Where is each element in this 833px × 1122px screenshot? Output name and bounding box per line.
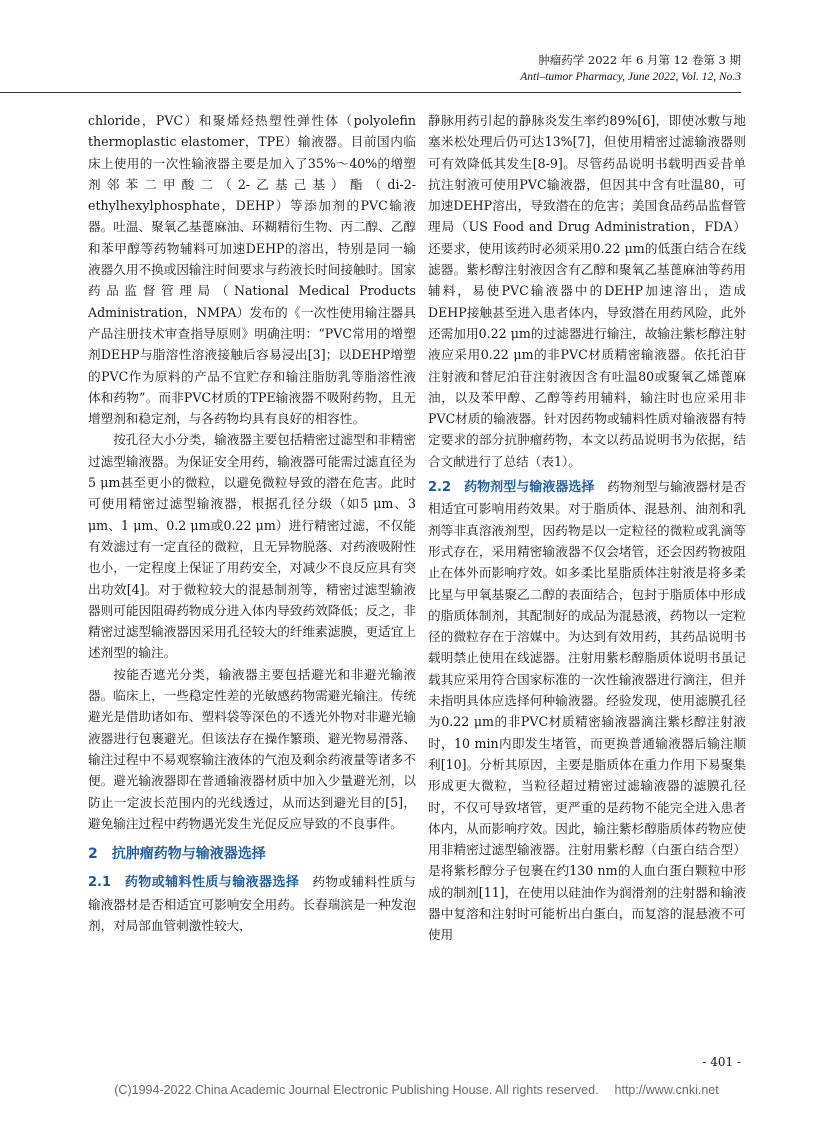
- header-rule: [0, 92, 741, 93]
- subsection-heading: 2.1 药物或辅料性质与输液器选择: [88, 875, 300, 891]
- paragraph: 药物剂型与输液器材是否相适宜可影响用药效果。对于脂质体、混悬剂、油剂和乳剂等非真溶液剂型，因药物是以一定粒径的微粒或乳滴等形式存在，采用精密输液器不仅会堵管，还会因药物被阻止在体外而影响疗效。如多柔比星脂质体注射液是将多柔比星与甲氧基聚乙二醇的表面结合，包封于脂质体中形成的脂质体制剂，其配制好的成品为混悬液，药物以一定粒径的微粒存在于溶媒中。为达到有效用药，其药品说明书载明禁止使用在线滤器。注射用紫杉醇脂质体说明书虽记载其应采用符合国家标准的一次性输液器进行滴注，但并未指明具体应选择何种输液器。经验发现，使用滤膜孔径为0.22 μm的非PVC材质精密输液器滴注紫杉醇注射液时，10 min内即发生堵管，而更换普通输液器后输注顺利[10]。分析其原因，主要是脂质体在重力作用下易聚集形成更大微粒，当粒径超过精密过滤输液器的滤膜孔径时，不仅可导致堵管，更严重的是药物不能完全进入患者体内，从而影响疗效。因此，输注紫杉醇脂质体药物应使用非精密过滤型输液器。注射用紫杉醇（白蛋白结合型）是将紫杉醇分子包裹在约130 nm的人血白蛋白颗粒中形成的制剂[11]，在使用以硅油作为润滑剂的注射器和输液器中复溶和注射时可能析出白蛋白，而复溶的混悬液不可使用: [428, 479, 747, 943]
- right-column: [428, 110, 746, 946]
- paragraph: 静脉用药引起的静脉炎发生率约89%[6]，即使冰敷与地塞米松处理后仍可达13%[7]，但使用精密过滤输液器则可有效降低其发生[8-9]。尽管药品说明书载明西妥昔单抗注射液可使用PVC输液器，但因其中含有吐温80，可加速DEHP溶出，导致潜在的危害；美国食品药品监督管理局（US Food and Drug Administration，FDA）还要求，使用该药时必须采用0.22 μm的低蛋白结合在线滤器。紫杉醇注射液因含有乙醇和聚氧乙基蓖麻油等药用辅料，易使PVC输液器中的DEHP加速溶出，造成DEHP接触甚至进入患者体内，导致潜在用药风险，此外还需加用0.22 μm的过滤器进行输注，故输注紫杉醇注射液应采用0.22 μm的非PVC材质精密输液器。依托泊苷注射液和替尼泊苷注射液因含有吐温80或聚氧乙烯蓖麻油，以及苯甲醇、乙醇等药用辅料，输注时也应采用非PVC材质的输液器。针对因药物或辅料性质对输液器有特定要求的部分抗肿瘤药物，本文以药品说明书为依据，结合文献进行了总结（表1）。: [428, 113, 746, 469]
- copyright-footer: (C)1994-2022 China Academic Journal Electronic Publishing House. All rights reserved. http://www.cnki.net: [114, 1083, 719, 1097]
- paragraph: chloride，PVC）和聚烯烃热塑性弹性体（polyolefin thermoplastic elastomer，TPE）输液器。目前国内临床上使用的一次性输液器主要是加入了35%～40%的增塑剂邻苯二甲酸二（2-乙基己基）酯（di-2-ethylhexylphosphate，DEHP）等添加剂的PVC输液器。吐温、聚氧乙基蓖麻油、环糊精衍生物、丙二醇、乙醇和苯甲醇等药物辅料可加速DEHP的溶出，特别是同一输液器久用不换或因输注时间要求与药液长时间接触时。国家药品监督管理局（National Medical Products Administration，NMPA）发布的《一次性使用输注器具产品注册技术审查指导原则》明确注明：“PVC常用的增塑剂DEHP与脂溶性溶液接触后容易浸出[3]；以DEHP增塑的PVC作为原料的产品不宜贮存和输注脂肪乳等脂溶性液体和药物”。而非PVC材质的TPE输液器不吸附药物，且无增塑剂和稳定剂，与各药物均具有良好的相容性。: [88, 113, 416, 427]
- subsection-heading: 2.2 药物剂型与输液器选择: [428, 480, 595, 496]
- left-column: [88, 110, 416, 936]
- running-header: [381, 52, 741, 86]
- journal-title-cn: 肿瘤药学 2022 年 6 月第 12 卷第 3 期: [538, 53, 741, 67]
- journal-title-en: Anti–tumor Pharmacy, June 2022, Vol. 12, No.3: [520, 71, 741, 83]
- section-heading: 2 抗肿瘤药物与输液器选择: [88, 846, 266, 863]
- page-number: - 401 -: [702, 1055, 741, 1069]
- paragraph: 按能否遮光分类，输液器主要包括避光和非避光输液器。临床上，一些稳定性差的光敏感药物需避光输注。传统避光是借助诸如布、塑料袋等深色的不透光外物对非避光输液器进行包裹避光。但该法存在操作繁琐、避光物易滑落、输注过程中不易观察输注液体的气泡及剩余药液量等诸多不便。避光输液器即在普通输液器材质中加入少量避光剂，以防止一定波长范围内的光线透过，从而达到避光目的[5]，避免输注过程中药物遇光发生光促反应导致的不良事件。: [88, 666, 416, 831]
- paragraph: 药物或辅料性质与输液器材是否相适宜可影响安全用药。长春瑞滨是一种发泡剂，对局部血管刺激性较大，: [88, 874, 417, 933]
- paragraph: 按孔径大小分类，输液器主要包括精密过滤型和非精密过滤型输液器。为保证安全用药，输液器可能需过滤直径为5 μm甚至更小的微粒，以避免微粒导致的潜在危害。此时可使用精密过滤型输液器，根据孔径分级（如5 μm、3 μm、1 μm、0.2 μm或0.22 μm）进行精密过滤，不仅能有效滤过有一定直径的微粒，且无异物脱落、对药液吸附性也小，一定程度上保证了用药安全，对减少不良反应具有突出功效[4]。对于微粒较大的混悬制剂等，精密过滤型输液器则可能因阻碍药物成分进入体内导致药效降低；反之，非精密过滤型输液器因采用孔径较大的纤维素滤膜，更适宜上述剂型的输注。: [88, 432, 416, 661]
